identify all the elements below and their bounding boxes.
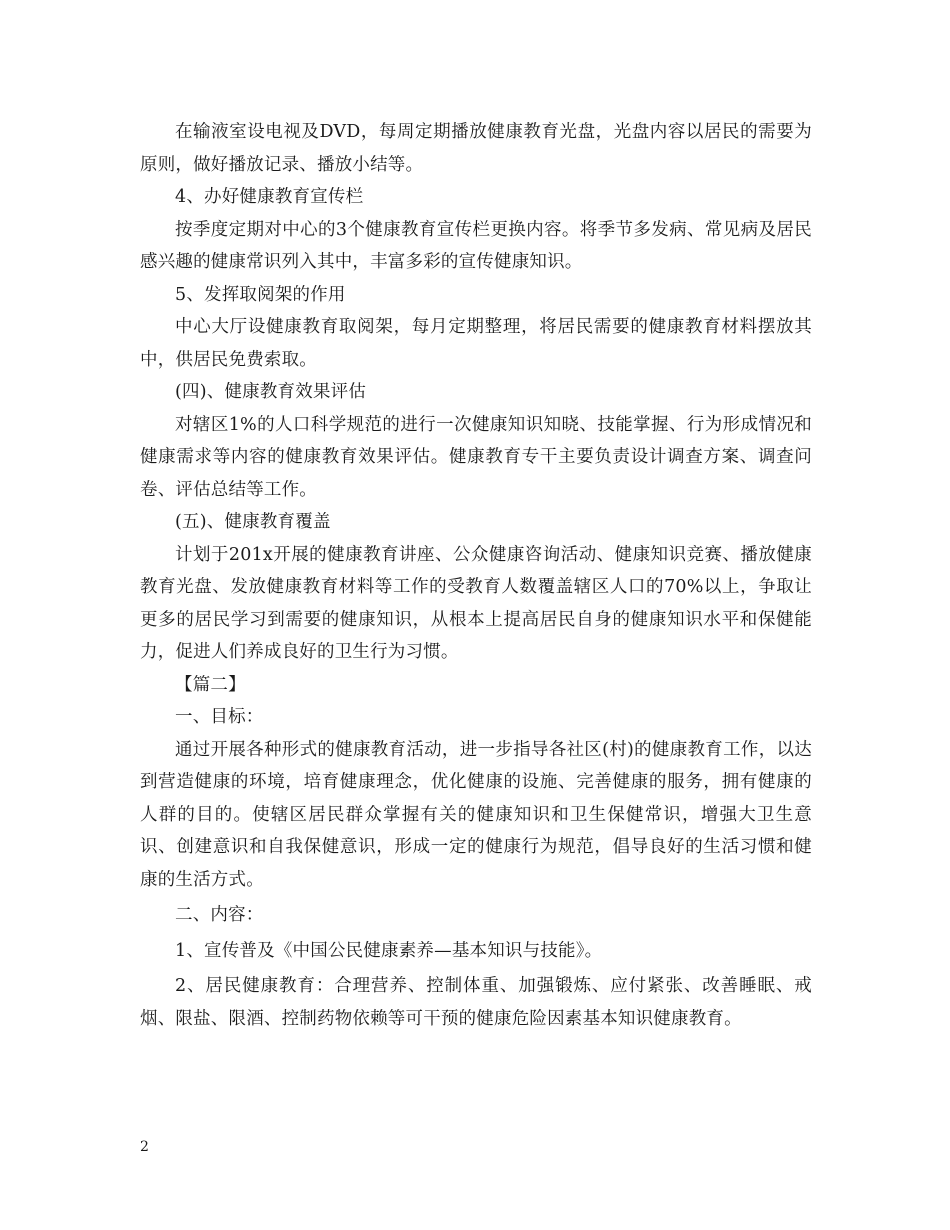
heading-effect-evaluation: (四)、健康教育效果评估	[175, 382, 367, 402]
paragraph-coverage: 计划于201x开展的健康教育讲座、公众健康咨询活动、健康知识竞赛、播放健康教育光盘、发放健康教育材料等工作的受教育人数覆盖辖区人口的70%以上，争取让更多的居民学习到需要的健康知识，从根本上提高居民自身的健康知识水平和保健能力，促进人们养成良好的卫生行为习惯。	[140, 544, 812, 662]
paragraph-goals: 通过开展各种形式的健康教育活动，进一步指导各社区(村)的健康教育工作，以达到营造健康的环境，培育健康理念，优化健康的设施、完善健康的服务，拥有健康的人群的目的。使辖区居民群众掌握有关的健康知识和卫生保健常识，增强大卫生意识、创建意识和自我保健意识，形成一定的健康行为规范，倡导良好的生活习惯和健康的生活方式。	[140, 739, 812, 890]
heading-coverage: (五)、健康教育覆盖	[175, 512, 331, 532]
heading-contents: 二、内容：	[175, 905, 264, 925]
paragraph-reading-rack: 中心大厅设健康教育取阅架，每月定期整理，将居民需要的健康教育材料摆放其中，供居民免费索取。	[140, 317, 812, 370]
paragraph-health-literacy: 1、宣传普及《中国公民健康素养—基本知识与技能》。	[175, 940, 603, 961]
paragraph-tv-dvd: 在输液室设电视及DVD，每周定期播放健康教育光盘，光盘内容以居民的需要为原则，做好播放记录、播放小结等。	[140, 122, 812, 175]
heading-bulletin-board: 4、办好健康教育宣传栏	[175, 187, 364, 207]
page-number: 2	[140, 1139, 149, 1155]
paragraph-effect-evaluation: 对辖区1%的人口科学规范的进行一次健康知识知晓、技能掌握、行为形成情况和健康需求等内容的健康教育效果评估。健康教育专干主要负责设计调查方案、调查问卷、评估总结等工作。	[140, 414, 812, 500]
section-heading-part-two: 【篇二】	[175, 674, 246, 695]
heading-goals: 一、目标：	[175, 707, 264, 727]
paragraph-resident-education: 2、居民健康教育：合理营养、控制体重、加强锻炼、应付紧张、改善睡眠、戒烟、限盐、限酒、控制药物依赖等可干预的健康危险因素基本知识健康教育。	[140, 976, 812, 1029]
heading-reading-rack: 5、发挥取阅架的作用	[175, 284, 346, 305]
document-body	[140, 116, 812, 1035]
paragraph-bulletin-board: 按季度定期对中心的3个健康教育宣传栏更换内容。将季节多发病、常见病及居民感兴趣的健康常识列入其中，丰富多彩的宣传健康知识。	[140, 219, 812, 272]
